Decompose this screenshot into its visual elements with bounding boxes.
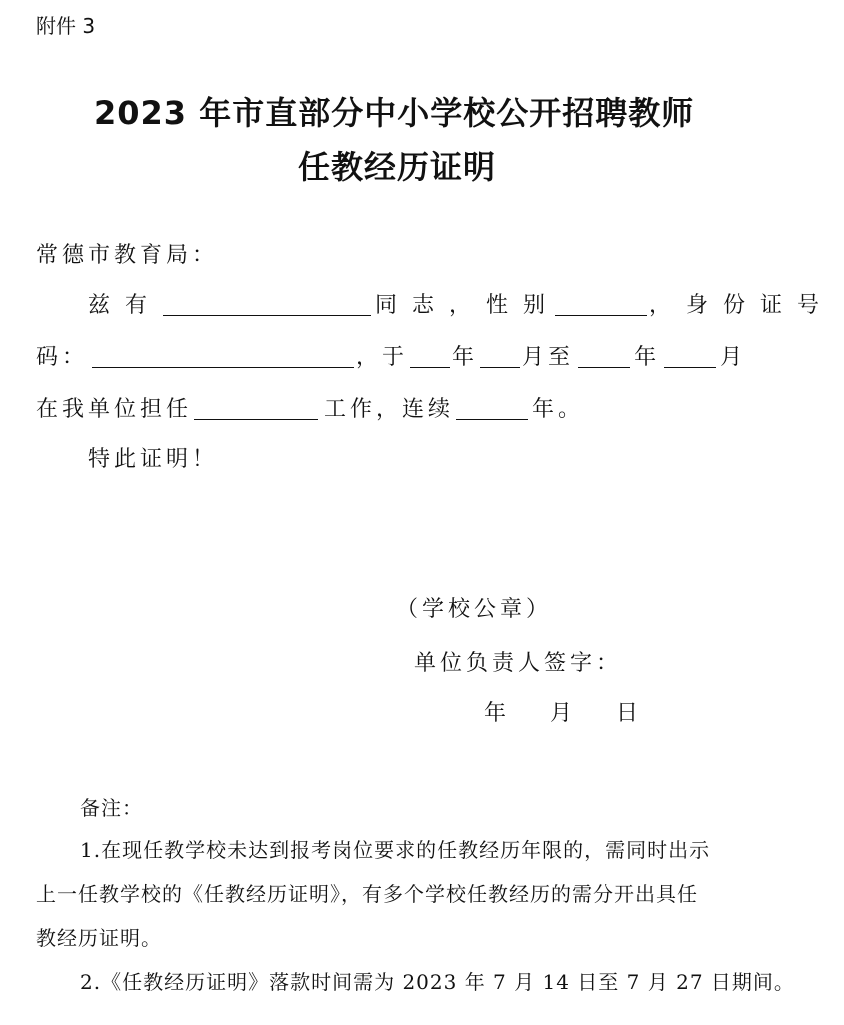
note-1-line-1: 1.在现任教学校未达到报考岗位要求的任教经历年限的，需同时出示 xyxy=(80,838,711,862)
position-blank xyxy=(194,418,318,420)
body-text: 兹 有 xyxy=(88,293,151,318)
attachment-label: 附件 3 xyxy=(36,14,96,38)
body-text: 年 xyxy=(452,345,479,370)
body-text: 工作，连续 xyxy=(324,397,455,422)
date-year-label: 年 xyxy=(484,701,511,726)
end-month-blank xyxy=(664,366,716,368)
id-number-blank xyxy=(92,366,354,368)
body-text: 在我单位担任 xyxy=(36,397,193,422)
note-2: 2.《任教经历证明》落款时间需为 2023 年 7 月 14 日至 7 月 27 日期间。 xyxy=(80,970,795,994)
body-text: 月至 xyxy=(522,345,575,370)
end-year-blank xyxy=(578,366,630,368)
signer-label: 单位负责人签字： xyxy=(414,651,623,676)
document-title-line2: 任教经历证明 xyxy=(298,148,497,186)
body-text: ，于 xyxy=(356,345,409,370)
body-text: 码： xyxy=(36,345,89,370)
body-text: 月 xyxy=(720,345,747,370)
date-day-label: 日 xyxy=(616,701,643,726)
body-line-3 xyxy=(36,392,584,423)
school-seal-label: （学校公章） xyxy=(396,597,553,622)
body-text: 同 志 ， 性 别 xyxy=(375,293,549,318)
salutation: 常德市教育局： xyxy=(36,243,219,268)
notes-title: 备注： xyxy=(80,796,143,820)
start-year-blank xyxy=(410,366,450,368)
body-line-1 xyxy=(88,288,823,319)
body-text: 年。 xyxy=(532,397,585,422)
name-blank xyxy=(163,314,371,316)
closing-statement: 特此证明！ xyxy=(88,447,219,472)
document-title-line1: 2023 年市直部分中小学校公开招聘教师 xyxy=(94,94,695,132)
body-text: ， 身 份 证 号 xyxy=(648,293,823,318)
body-line-2 xyxy=(36,340,746,371)
note-1-line-2: 上一任教学校的《任教经历证明》，有多个学校任教经历的需分开出具任 xyxy=(36,882,698,906)
body-text: 年 xyxy=(634,345,661,370)
date-month-label: 月 xyxy=(550,701,577,726)
gender-blank xyxy=(555,314,647,316)
note-1-line-3: 教经历证明。 xyxy=(36,926,162,950)
start-month-blank xyxy=(480,366,520,368)
years-blank xyxy=(456,418,528,420)
